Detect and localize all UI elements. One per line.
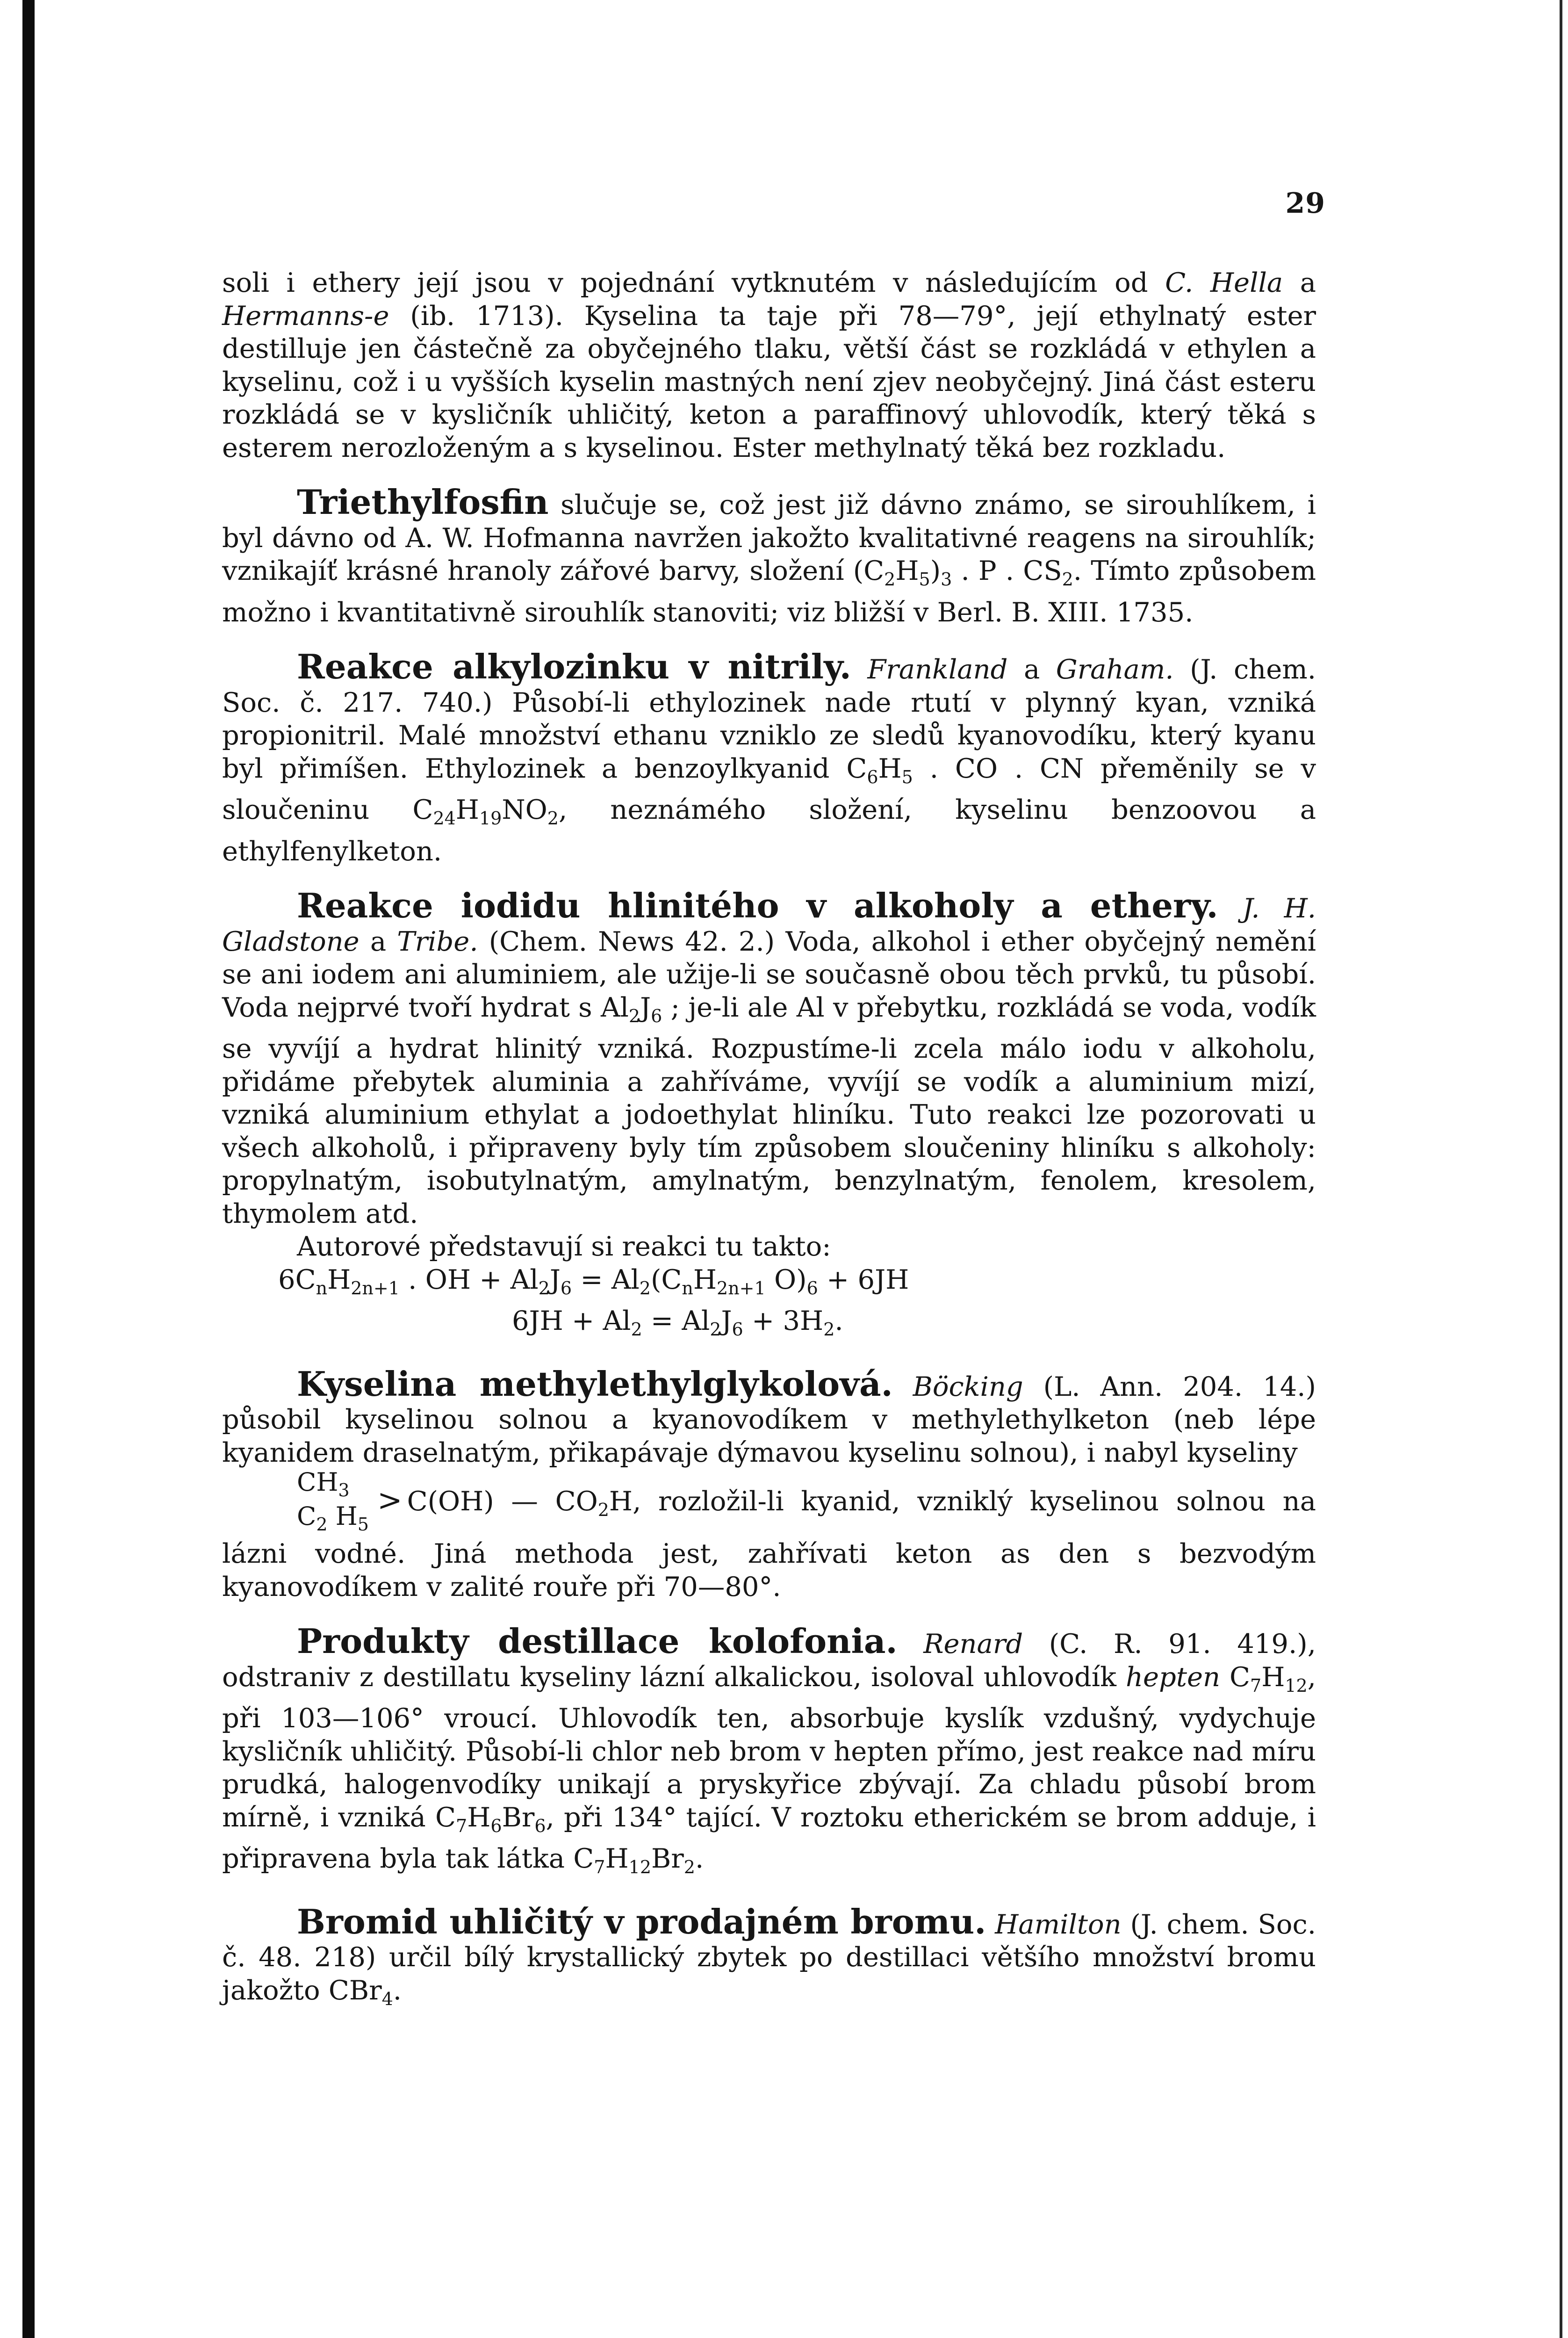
- page-edge-shadow: [22, 0, 35, 2338]
- equation-1: $6C_nH_{2n+1}$ . OH + $Al_2J_6 = Al_2(C_nH_{2n+1}$ $O)_6 + 6JH$: [278, 1263, 909, 1299]
- section-heading: Reakce iodidu hlinitého v alkoholy a ethery.: [297, 886, 1218, 925]
- formula-fraction: $CH_3$ $C_2$ $H_5$: [297, 1467, 369, 1535]
- page-number: 29: [1285, 187, 1325, 220]
- section-heading: Reakce alkylozinku v nitrily.: [297, 647, 851, 686]
- section-heading: Triethylfosfin: [297, 482, 549, 522]
- section-iodidu: Reakce iodidu hlinitého v alkoholy a ethery. J. H. Gladstone a Tribe. (Chem. News 42. 2.) Voda, alkohol i ether obyčejný nemění se ani iodem ani aluminiem, ale užije-li se současně obou těch prvků, tu působí. Voda nejprvé tvoří hydrat s $Al_2J_6$ ; je-li ale Al v přebytku, rozkládá se voda, vodík se vyvíjí a hydrat hlinitý vzniká. Rozpustíme-li zcela málo iodu v alkoholu, přidáme přebytek aluminia a zahříváme, vyvíjí se vodík a aluminium mizí, vzniká aluminium ethylat a jodoethylat hliníku. Tuto reakci lze pozorovati u všech alkoholů, i připraveny byly tím způsobem sloučeniny hliníku s alkoholy: propylnatým, isobutylnatým, amylnatým, benzylnatým, fenolem, kresolem, thymolem atd.: [222, 886, 1316, 1229]
- section-heading: Produkty destillace kolofonia.: [297, 1621, 898, 1661]
- page-edge-right: [1560, 0, 1562, 2338]
- section-produkty: Produkty destillace kolofonia. Renard (C. R. 91. 419.), odstraniv z destillatu kyseliny lázní alkalickou, isoloval uhlovodík hepten $C_7H_{12}$, při 103—106° vroucí. Uhlovodík ten, absorbuje kyslík vzdušný, vydychuje kysličník uhličitý. Působí-li chlor neb brom v hepten přímo, jest reakce nad míru prudká, halogenvodíky unikají a pryskyřice zbývají. Za chladu působí brom mírně, i vzniká $C_7H_6Br_6$, při 134° tající. V roztoku etherickém se brom adduje, i připravena byla tak látka $C_7H_{12}Br_2$.: [222, 1621, 1316, 1877]
- section-kyselina: Kyselina methylethylglykolová. Böcking (L. Ann. 204. 14.) působil kyselinou solnou a kyanovodíkem v methylethylketon (neb lépe kyanidem draselnatým, přikapávaje dýmavou kyselinu solnou), i nabyl kyseliny $CH_3$ $C_2$ $H_5$ > C(OH) — $CO_2H$, rozložil-li kyanid, vzniklý kyselinou solnou na lázni vodné. Jiná methoda jest, zahřívati keton as den s bezvodým kyanovodíkem v zalité rouře při 70—80°.: [222, 1364, 1316, 1602]
- section-alkylozinku: Reakce alkylozinku v nitrily. Frankland a Graham. (J. chem. Soc. č. 217. 740.) Působí-li ethylozinek nade rtutí v plynný kyan, vzniká propionitril. Malé množství ethanu vzniklo ze sledů kyanovodíku, který kyanu byl přimíšen. Ethylozinek a benzoylkyanid $C_6H_5$ . CO . CN přeměnily se v sloučeninu $C_{24}H_{19}NO_2$, neznámého složení, kyselinu benzoovou a ethylfenylketon.: [222, 647, 1316, 867]
- equation-2: $6JH + Al_2 = Al_2J_6 + 3H_2$.: [512, 1305, 843, 1340]
- page-body: [222, 267, 1316, 2015]
- intro-paragraph: soli i ethery její jsou v pojednání vytknutém v následujícím od C. Hella a Hermanns-e (ib. 1713). Kyselina ta taje při 78—79°, její ethylnatý ester destilluje jen částečně za obyčejného tlaku, větší část se rozkládá v ethylen a kyselinu, což i u vyšších kyselin mastných není zjev neobyčejný. Jiná část esteru rozkládá se v kysličník uhličitý, keton a paraffinový uhlovodík, který těká s esterem nerozloženým a s kyselinou. Ester methylnatý těká bez rozkladu.: [222, 267, 1316, 463]
- section-heading: Bromid uhličitý v prodajném bromu.: [297, 1901, 986, 1941]
- section-triethylfosfin: Triethylfosfin slučuje se, což jest již dávno známo, se sirouhlíkem, i byl dávno od A. W. Hofmanna navržen jakožto kvalitativné reagens na sirouhlík; vznikajíť krásné hranoly zářové barvy, složení $(C_2H_5)_3$ . P . $CS_2$. Tímto způsobem možno i kvantitativně sirouhlík stanoviti; viz bližší v Berl. B. XIII. 1735.: [222, 482, 1316, 628]
- autor-line: Autorové představují si reakci tu takto:: [297, 1231, 831, 1262]
- section-bromid: Bromid uhličitý v prodajném bromu. Hamilton (J. chem. Soc. č. 48. 218) určil bílý krystallický zbytek po destillaci většího množství bromu jakožto CBr$_4$.: [222, 1901, 1316, 2009]
- section-heading: Kyselina methylethylglykolová.: [297, 1364, 893, 1404]
